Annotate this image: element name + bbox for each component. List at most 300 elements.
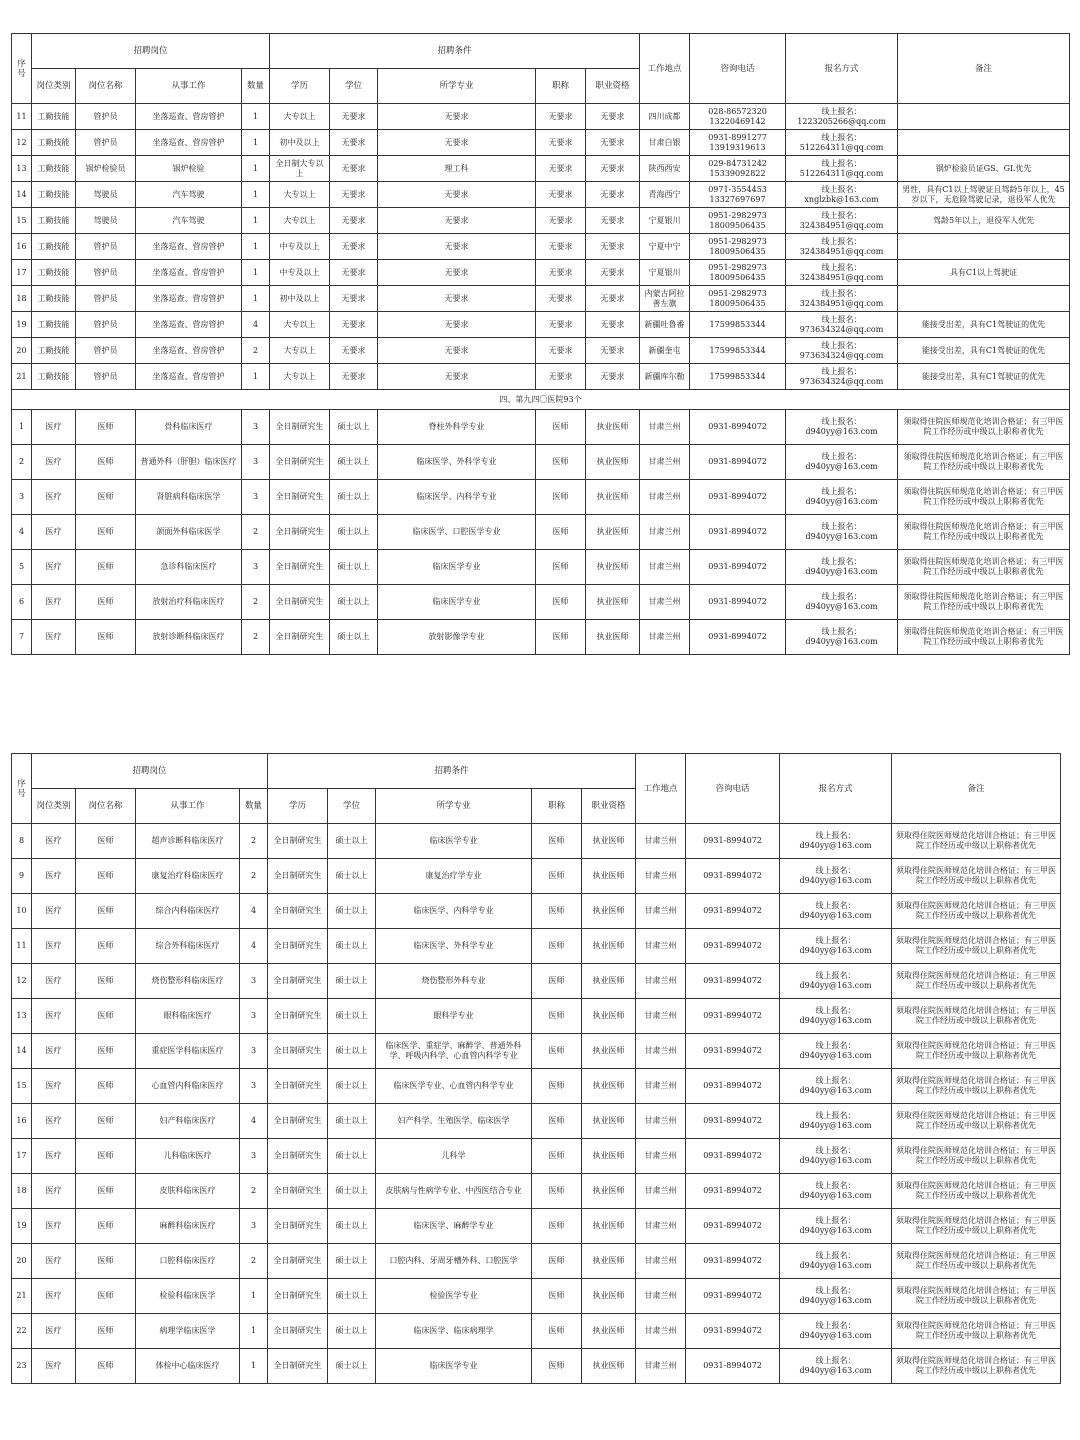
degree: 硕士以上 bbox=[328, 1034, 376, 1069]
work-location: 甘肃兰州 bbox=[640, 550, 690, 585]
post-count: 1 bbox=[242, 156, 270, 182]
work-content: 颌面外科临床医学 bbox=[136, 515, 242, 550]
remark: 须取得住院医师规范化培训合格证；有三甲医院工作经历或中级以上职称者优先 bbox=[898, 480, 1070, 515]
row-number: 19 bbox=[12, 1209, 32, 1244]
post-count: 3 bbox=[240, 964, 268, 999]
contact-phone: 0951-2982973 18009506435 bbox=[690, 208, 786, 234]
header-education: 学历 bbox=[270, 69, 330, 104]
hospital-rows-first bbox=[12, 410, 1070, 655]
contact-phone: 0931-8994072 bbox=[690, 585, 786, 620]
work-location: 宁夏银川 bbox=[640, 260, 690, 286]
job-title: 无要求 bbox=[536, 338, 586, 364]
degree: 硕士以上 bbox=[328, 999, 376, 1034]
apply-method: 线上报名：d940yy@163.com bbox=[786, 480, 898, 515]
major: 无要求 bbox=[378, 104, 536, 130]
post-category: 工勤技能 bbox=[32, 156, 76, 182]
work-location: 甘肃白银 bbox=[640, 130, 690, 156]
post-category: 医疗 bbox=[32, 1279, 76, 1314]
remark: 须取得住院医师规范化培训合格证；有三甲医院工作经历或中级以上职称者优先 bbox=[892, 894, 1061, 929]
apply-method: 线上报名：d940yy@163.com bbox=[780, 1034, 892, 1069]
post-category: 工勤技能 bbox=[32, 182, 76, 208]
post-name: 驾驶员 bbox=[76, 208, 136, 234]
education: 全日制研究生 bbox=[268, 1069, 328, 1104]
qualification: 无要求 bbox=[586, 338, 640, 364]
contact-phone: 0931-8994072 bbox=[690, 620, 786, 655]
job-title: 无要求 bbox=[536, 156, 586, 182]
apply-method: 线上报名：d940yy@163.com bbox=[786, 550, 898, 585]
row-number: 2 bbox=[12, 445, 32, 480]
remark: 须取得住院医师规范化培训合格证；有三甲医院工作经历或中级以上职称者优先 bbox=[892, 1034, 1061, 1069]
job-title: 医师 bbox=[532, 1034, 582, 1069]
row-number: 1 bbox=[12, 410, 32, 445]
post-category: 医疗 bbox=[32, 1244, 76, 1279]
post-count: 3 bbox=[240, 1209, 268, 1244]
major: 无要求 bbox=[378, 182, 536, 208]
table-row bbox=[12, 1069, 1061, 1104]
header-title: 职称 bbox=[532, 789, 582, 824]
apply-method: 线上报名：1223205266@qq.com bbox=[786, 104, 898, 130]
work-location: 陕西西安 bbox=[640, 156, 690, 182]
table-row bbox=[12, 515, 1070, 550]
job-title: 医师 bbox=[532, 964, 582, 999]
education: 全日制研究生 bbox=[268, 824, 328, 859]
row-number: 16 bbox=[12, 1104, 32, 1139]
education: 全日制研究生 bbox=[270, 550, 330, 585]
work-location: 甘肃兰州 bbox=[640, 515, 690, 550]
table-row bbox=[12, 1034, 1061, 1069]
qualification: 无要求 bbox=[586, 208, 640, 234]
post-count: 2 bbox=[240, 859, 268, 894]
contact-phone: 0931-8994072 bbox=[686, 1279, 780, 1314]
qualification: 执业医师 bbox=[582, 1174, 636, 1209]
work-location: 甘肃兰州 bbox=[636, 824, 686, 859]
education: 全日制研究生 bbox=[268, 1314, 328, 1349]
education: 大专以上 bbox=[270, 364, 330, 390]
header-degree: 学位 bbox=[328, 789, 376, 824]
remark: 须取得住院医师规范化培训合格证；有三甲医院工作经历或中级以上职称者优先 bbox=[892, 1349, 1061, 1384]
degree: 无要求 bbox=[330, 234, 378, 260]
post-name: 医师 bbox=[76, 894, 136, 929]
major: 烧伤整形外科专业 bbox=[376, 964, 532, 999]
header-seq: 序号 bbox=[12, 34, 32, 104]
job-title: 无要求 bbox=[536, 182, 586, 208]
work-location: 四川成都 bbox=[640, 104, 690, 130]
contact-phone: 17599853344 bbox=[690, 338, 786, 364]
work-content: 麻醉科临床医疗 bbox=[136, 1209, 240, 1244]
work-location: 甘肃兰州 bbox=[636, 1244, 686, 1279]
work-content: 放射治疗科临床医疗 bbox=[136, 585, 242, 620]
major: 儿科学 bbox=[376, 1139, 532, 1174]
row-number: 17 bbox=[12, 260, 32, 286]
qualification: 执业医师 bbox=[582, 1034, 636, 1069]
work-content: 坐落巡查、营房管护 bbox=[136, 130, 242, 156]
major: 检验医学专业 bbox=[376, 1279, 532, 1314]
remark: 须取得住院医师规范化培训合格证；有三甲医院工作经历或中级以上职称者优先 bbox=[892, 929, 1061, 964]
table-row bbox=[12, 208, 1070, 234]
job-title: 无要求 bbox=[536, 104, 586, 130]
post-name: 医师 bbox=[76, 1314, 136, 1349]
major: 康复治疗学专业 bbox=[376, 859, 532, 894]
table-row bbox=[12, 1174, 1061, 1209]
apply-method: 线上报名：512264311@qq.com bbox=[786, 156, 898, 182]
apply-method: 线上报名：d940yy@163.com bbox=[786, 585, 898, 620]
major: 无要求 bbox=[378, 260, 536, 286]
post-category: 工勤技能 bbox=[32, 234, 76, 260]
qualification: 执业医师 bbox=[586, 620, 640, 655]
major: 脊柱外科学专业 bbox=[378, 410, 536, 445]
major: 妇产科学、生殖医学、临床医学 bbox=[376, 1104, 532, 1139]
work-content: 儿科临床医疗 bbox=[136, 1139, 240, 1174]
header-cond-group: 招聘条件 bbox=[270, 34, 640, 69]
post-count: 3 bbox=[242, 550, 270, 585]
row-number: 23 bbox=[12, 1349, 32, 1384]
work-location: 甘肃兰州 bbox=[636, 964, 686, 999]
row-number: 9 bbox=[12, 859, 32, 894]
contact-phone: 0931-8994072 bbox=[686, 1244, 780, 1279]
post-name: 医师 bbox=[76, 550, 136, 585]
table-row bbox=[12, 312, 1070, 338]
work-content: 放射诊断科临床医疗 bbox=[136, 620, 242, 655]
work-content: 汽车驾驶 bbox=[136, 208, 242, 234]
remark: 须取得住院医师规范化培训合格证；有三甲医院工作经历或中级以上职称者优先 bbox=[898, 585, 1070, 620]
post-count: 2 bbox=[240, 824, 268, 859]
degree: 硕士以上 bbox=[328, 824, 376, 859]
post-count: 2 bbox=[242, 515, 270, 550]
qualification: 无要求 bbox=[586, 104, 640, 130]
post-name: 锅炉检验员 bbox=[76, 156, 136, 182]
work-location: 甘肃兰州 bbox=[636, 859, 686, 894]
post-name: 管护员 bbox=[76, 286, 136, 312]
post-name: 医师 bbox=[76, 824, 136, 859]
header-work: 从事工作 bbox=[136, 789, 240, 824]
major: 无要求 bbox=[378, 312, 536, 338]
education: 初中及以上 bbox=[270, 286, 330, 312]
work-content: 重症医学科临床医疗 bbox=[136, 1034, 240, 1069]
row-number: 15 bbox=[12, 1069, 32, 1104]
contact-phone: 0931-8994072 bbox=[686, 1174, 780, 1209]
header-apply: 报名方式 bbox=[786, 34, 898, 104]
work-content: 病理学临床医学 bbox=[136, 1314, 240, 1349]
major: 临床医学、外科学专业 bbox=[376, 929, 532, 964]
job-title: 医师 bbox=[532, 1069, 582, 1104]
post-count: 1 bbox=[240, 1279, 268, 1314]
job-title: 无要求 bbox=[536, 130, 586, 156]
contact-phone: 0931-8994072 bbox=[690, 410, 786, 445]
staff-rows bbox=[12, 104, 1070, 390]
work-content: 体检中心临床医疗 bbox=[136, 1349, 240, 1384]
qualification: 执业医师 bbox=[582, 1314, 636, 1349]
contact-phone: 0931-8994072 bbox=[686, 964, 780, 999]
post-name: 医师 bbox=[76, 964, 136, 999]
apply-method: 线上报名：324384951@qq.com bbox=[786, 208, 898, 234]
qualification: 执业医师 bbox=[586, 585, 640, 620]
contact-phone: 0951-2982973 18009506435 bbox=[690, 234, 786, 260]
education: 全日制研究生 bbox=[268, 1174, 328, 1209]
work-location: 甘肃兰州 bbox=[636, 894, 686, 929]
contact-phone: 0931-8991277 13919319613 bbox=[690, 130, 786, 156]
header-count: 数量 bbox=[240, 789, 268, 824]
header-remark: 备注 bbox=[892, 754, 1061, 824]
degree: 硕士以上 bbox=[328, 1314, 376, 1349]
apply-method: 线上报名：973634324@qq.com bbox=[786, 364, 898, 390]
education: 中专及以上 bbox=[270, 234, 330, 260]
post-name: 医师 bbox=[76, 515, 136, 550]
apply-method: 线上报名：d940yy@163.com bbox=[780, 824, 892, 859]
major: 临床医学专业 bbox=[376, 824, 532, 859]
work-location: 甘肃兰州 bbox=[636, 929, 686, 964]
work-content: 皮肤科临床医疗 bbox=[136, 1174, 240, 1209]
remark: 须取得住院医师规范化培训合格证；有三甲医院工作经历或中级以上职称者优先 bbox=[892, 1279, 1061, 1314]
row-number: 12 bbox=[12, 130, 32, 156]
work-content: 汽车驾驶 bbox=[136, 182, 242, 208]
header-count: 数量 bbox=[242, 69, 270, 104]
header-category: 岗位类别 bbox=[32, 789, 76, 824]
contact-phone: 0931-8994072 bbox=[686, 1069, 780, 1104]
header-remark: 备注 bbox=[898, 34, 1070, 104]
education: 全日制研究生 bbox=[270, 445, 330, 480]
contact-phone: 0931-8994072 bbox=[686, 1034, 780, 1069]
remark: 须取得住院医师规范化培训合格证；有三甲医院工作经历或中级以上职称者优先 bbox=[892, 1314, 1061, 1349]
row-number: 10 bbox=[12, 894, 32, 929]
work-location: 宁夏中宁 bbox=[640, 234, 690, 260]
post-count: 4 bbox=[240, 894, 268, 929]
contact-phone: 0931-8994072 bbox=[686, 999, 780, 1034]
row-number: 18 bbox=[12, 286, 32, 312]
job-title: 医师 bbox=[536, 515, 586, 550]
recruitment-table-bottom bbox=[11, 753, 1061, 1384]
table-row bbox=[12, 1314, 1061, 1349]
qualification: 执业医师 bbox=[582, 1104, 636, 1139]
major: 临床医学专业 bbox=[378, 585, 536, 620]
post-category: 医疗 bbox=[32, 1034, 76, 1069]
post-category: 医疗 bbox=[32, 1314, 76, 1349]
header-category: 岗位类别 bbox=[32, 69, 76, 104]
post-name: 管护员 bbox=[76, 130, 136, 156]
post-name: 医师 bbox=[76, 1244, 136, 1279]
table-row bbox=[12, 999, 1061, 1034]
degree: 硕士以上 bbox=[330, 620, 378, 655]
work-content: 普通外科（肝胆）临床医疗 bbox=[136, 445, 242, 480]
job-title: 医师 bbox=[536, 550, 586, 585]
table-header-2 bbox=[12, 754, 1061, 824]
header-major: 所学专业 bbox=[378, 69, 536, 104]
post-count: 1 bbox=[240, 1349, 268, 1384]
apply-method: 线上报名：d940yy@163.com bbox=[780, 999, 892, 1034]
post-name: 管护员 bbox=[76, 338, 136, 364]
degree: 硕士以上 bbox=[330, 480, 378, 515]
qualification: 执业医师 bbox=[582, 1069, 636, 1104]
work-location: 甘肃兰州 bbox=[640, 585, 690, 620]
post-count: 1 bbox=[242, 286, 270, 312]
education: 全日制研究生 bbox=[270, 585, 330, 620]
education: 全日制研究生 bbox=[268, 999, 328, 1034]
post-count: 1 bbox=[240, 1314, 268, 1349]
post-count: 1 bbox=[242, 364, 270, 390]
row-number: 5 bbox=[12, 550, 32, 585]
education: 大专以上 bbox=[270, 312, 330, 338]
qualification: 无要求 bbox=[586, 182, 640, 208]
apply-method: 线上报名：d940yy@163.com bbox=[780, 859, 892, 894]
qualification: 无要求 bbox=[586, 260, 640, 286]
post-name: 医师 bbox=[76, 1104, 136, 1139]
apply-method: 线上报名：d940yy@163.com bbox=[780, 1139, 892, 1174]
qualification: 执业医师 bbox=[586, 410, 640, 445]
apply-method: 线上报名：324384951@qq.com bbox=[786, 260, 898, 286]
remark bbox=[898, 104, 1070, 130]
remark: 须取得住院医师规范化培训合格证；有三甲医院工作经历或中级以上职称者优先 bbox=[892, 964, 1061, 999]
post-count: 3 bbox=[242, 480, 270, 515]
contact-phone: 0931-8994072 bbox=[686, 1104, 780, 1139]
job-title: 无要求 bbox=[536, 234, 586, 260]
table-row bbox=[12, 585, 1070, 620]
work-content: 坐落巡查、营房管护 bbox=[136, 364, 242, 390]
work-location: 甘肃兰州 bbox=[636, 1139, 686, 1174]
header-phone: 咨询电话 bbox=[686, 754, 780, 824]
education: 中专及以上 bbox=[270, 260, 330, 286]
apply-method: 线上报名：d940yy@163.com bbox=[780, 1209, 892, 1244]
education: 大专以上 bbox=[270, 338, 330, 364]
work-location: 甘肃兰州 bbox=[640, 410, 690, 445]
education: 全日制研究生 bbox=[268, 964, 328, 999]
post-count: 4 bbox=[240, 1104, 268, 1139]
post-name: 管护员 bbox=[76, 312, 136, 338]
post-category: 医疗 bbox=[32, 1069, 76, 1104]
post-count: 3 bbox=[242, 410, 270, 445]
major: 放射影像学专业 bbox=[378, 620, 536, 655]
qualification: 执业医师 bbox=[586, 550, 640, 585]
post-count: 2 bbox=[242, 620, 270, 655]
header-cond-group: 招聘条件 bbox=[268, 754, 636, 789]
header-major: 所学专业 bbox=[376, 789, 532, 824]
apply-method: 线上报名：d940yy@163.com bbox=[780, 1174, 892, 1209]
table-row bbox=[12, 364, 1070, 390]
work-location: 甘肃兰州 bbox=[636, 1174, 686, 1209]
degree: 无要求 bbox=[330, 182, 378, 208]
table-header bbox=[12, 34, 1070, 104]
post-category: 工勤技能 bbox=[32, 130, 76, 156]
qualification: 无要求 bbox=[586, 312, 640, 338]
post-count: 3 bbox=[242, 445, 270, 480]
post-count: 2 bbox=[240, 1244, 268, 1279]
post-count: 4 bbox=[242, 312, 270, 338]
job-title: 医师 bbox=[532, 1209, 582, 1244]
work-location: 甘肃兰州 bbox=[636, 1069, 686, 1104]
major: 眼科学专业 bbox=[376, 999, 532, 1034]
qualification: 无要求 bbox=[586, 364, 640, 390]
post-category: 医疗 bbox=[32, 964, 76, 999]
job-title: 医师 bbox=[532, 1174, 582, 1209]
qualification: 执业医师 bbox=[586, 480, 640, 515]
row-number: 14 bbox=[12, 1034, 32, 1069]
work-content: 坐落巡查、营房管护 bbox=[136, 286, 242, 312]
education: 大专以上 bbox=[270, 182, 330, 208]
job-title: 无要求 bbox=[536, 208, 586, 234]
remark: 须取得住院医师规范化培训合格证；有三甲医院工作经历或中级以上职称者优先 bbox=[892, 1104, 1061, 1139]
row-number: 21 bbox=[12, 1279, 32, 1314]
table-row bbox=[12, 445, 1070, 480]
job-title: 无要求 bbox=[536, 364, 586, 390]
post-category: 医疗 bbox=[32, 824, 76, 859]
table-row bbox=[12, 1139, 1061, 1174]
post-name: 医师 bbox=[76, 445, 136, 480]
work-location: 新疆库尔勒 bbox=[640, 364, 690, 390]
contact-phone: 0931-8994072 bbox=[686, 1349, 780, 1384]
work-location: 青海西宁 bbox=[640, 182, 690, 208]
post-count: 1 bbox=[242, 104, 270, 130]
header-location: 工作地点 bbox=[640, 34, 690, 104]
contact-phone: 17599853344 bbox=[690, 364, 786, 390]
post-count: 3 bbox=[240, 1069, 268, 1104]
work-content: 烧伤整形科临床医疗 bbox=[136, 964, 240, 999]
degree: 硕士以上 bbox=[328, 1209, 376, 1244]
post-category: 医疗 bbox=[32, 1104, 76, 1139]
header-degree: 学位 bbox=[330, 69, 378, 104]
post-name: 医师 bbox=[76, 1069, 136, 1104]
post-name: 管护员 bbox=[76, 260, 136, 286]
qualification: 无要求 bbox=[586, 234, 640, 260]
post-count: 1 bbox=[242, 234, 270, 260]
job-title: 医师 bbox=[532, 1279, 582, 1314]
education: 初中及以上 bbox=[270, 130, 330, 156]
remark: 须取得住院医师规范化培训合格证；有三甲医院工作经历或中级以上职称者优先 bbox=[892, 1139, 1061, 1174]
apply-method: 线上报名：512264311@qq.com bbox=[786, 130, 898, 156]
qualification: 无要求 bbox=[586, 286, 640, 312]
table-row bbox=[12, 338, 1070, 364]
degree: 硕士以上 bbox=[330, 445, 378, 480]
degree: 硕士以上 bbox=[328, 964, 376, 999]
remark bbox=[898, 234, 1070, 260]
apply-method: 线上报名：d940yy@163.com bbox=[780, 1244, 892, 1279]
remark: 须取得住院医师规范化培训合格证；有三甲医院工作经历或中级以上职称者优先 bbox=[892, 1209, 1061, 1244]
post-category: 医疗 bbox=[32, 1174, 76, 1209]
major: 临床医学、重症学、麻醉学、普通外科学、呼吸内科学、心血管内科学专业 bbox=[376, 1034, 532, 1069]
degree: 无要求 bbox=[330, 156, 378, 182]
work-location: 甘肃兰州 bbox=[640, 445, 690, 480]
post-category: 工勤技能 bbox=[32, 260, 76, 286]
work-location: 内蒙古阿拉善左旗 bbox=[640, 286, 690, 312]
qualification: 执业医师 bbox=[582, 929, 636, 964]
remark: 须取得住院医师规范化培训合格证；有三甲医院工作经历或中级以上职称者优先 bbox=[892, 999, 1061, 1034]
row-number: 21 bbox=[12, 364, 32, 390]
work-location: 甘肃兰州 bbox=[640, 480, 690, 515]
table-row bbox=[12, 929, 1061, 964]
row-number: 20 bbox=[12, 338, 32, 364]
row-number: 7 bbox=[12, 620, 32, 655]
header-post-group: 招聘岗位 bbox=[32, 34, 270, 69]
education: 全日制研究生 bbox=[268, 1279, 328, 1314]
table-row bbox=[12, 410, 1070, 445]
post-category: 医疗 bbox=[32, 515, 76, 550]
work-content: 心血管内科临床医疗 bbox=[136, 1069, 240, 1104]
post-category: 医疗 bbox=[32, 585, 76, 620]
header-education: 学历 bbox=[268, 789, 328, 824]
remark: 锅炉检验员证GS、GL优先 bbox=[898, 156, 1070, 182]
degree: 硕士以上 bbox=[328, 1104, 376, 1139]
job-title: 医师 bbox=[532, 859, 582, 894]
table-row bbox=[12, 104, 1070, 130]
work-content: 康复治疗科临床医疗 bbox=[136, 859, 240, 894]
header-post-name: 岗位名称 bbox=[76, 69, 136, 104]
post-count: 3 bbox=[240, 1034, 268, 1069]
post-category: 医疗 bbox=[32, 859, 76, 894]
table-row bbox=[12, 1349, 1061, 1384]
row-number: 16 bbox=[12, 234, 32, 260]
job-title: 医师 bbox=[532, 999, 582, 1034]
degree: 无要求 bbox=[330, 208, 378, 234]
apply-method: 线上报名：973634324@qq.com bbox=[786, 312, 898, 338]
post-count: 1 bbox=[242, 208, 270, 234]
job-title: 医师 bbox=[532, 824, 582, 859]
